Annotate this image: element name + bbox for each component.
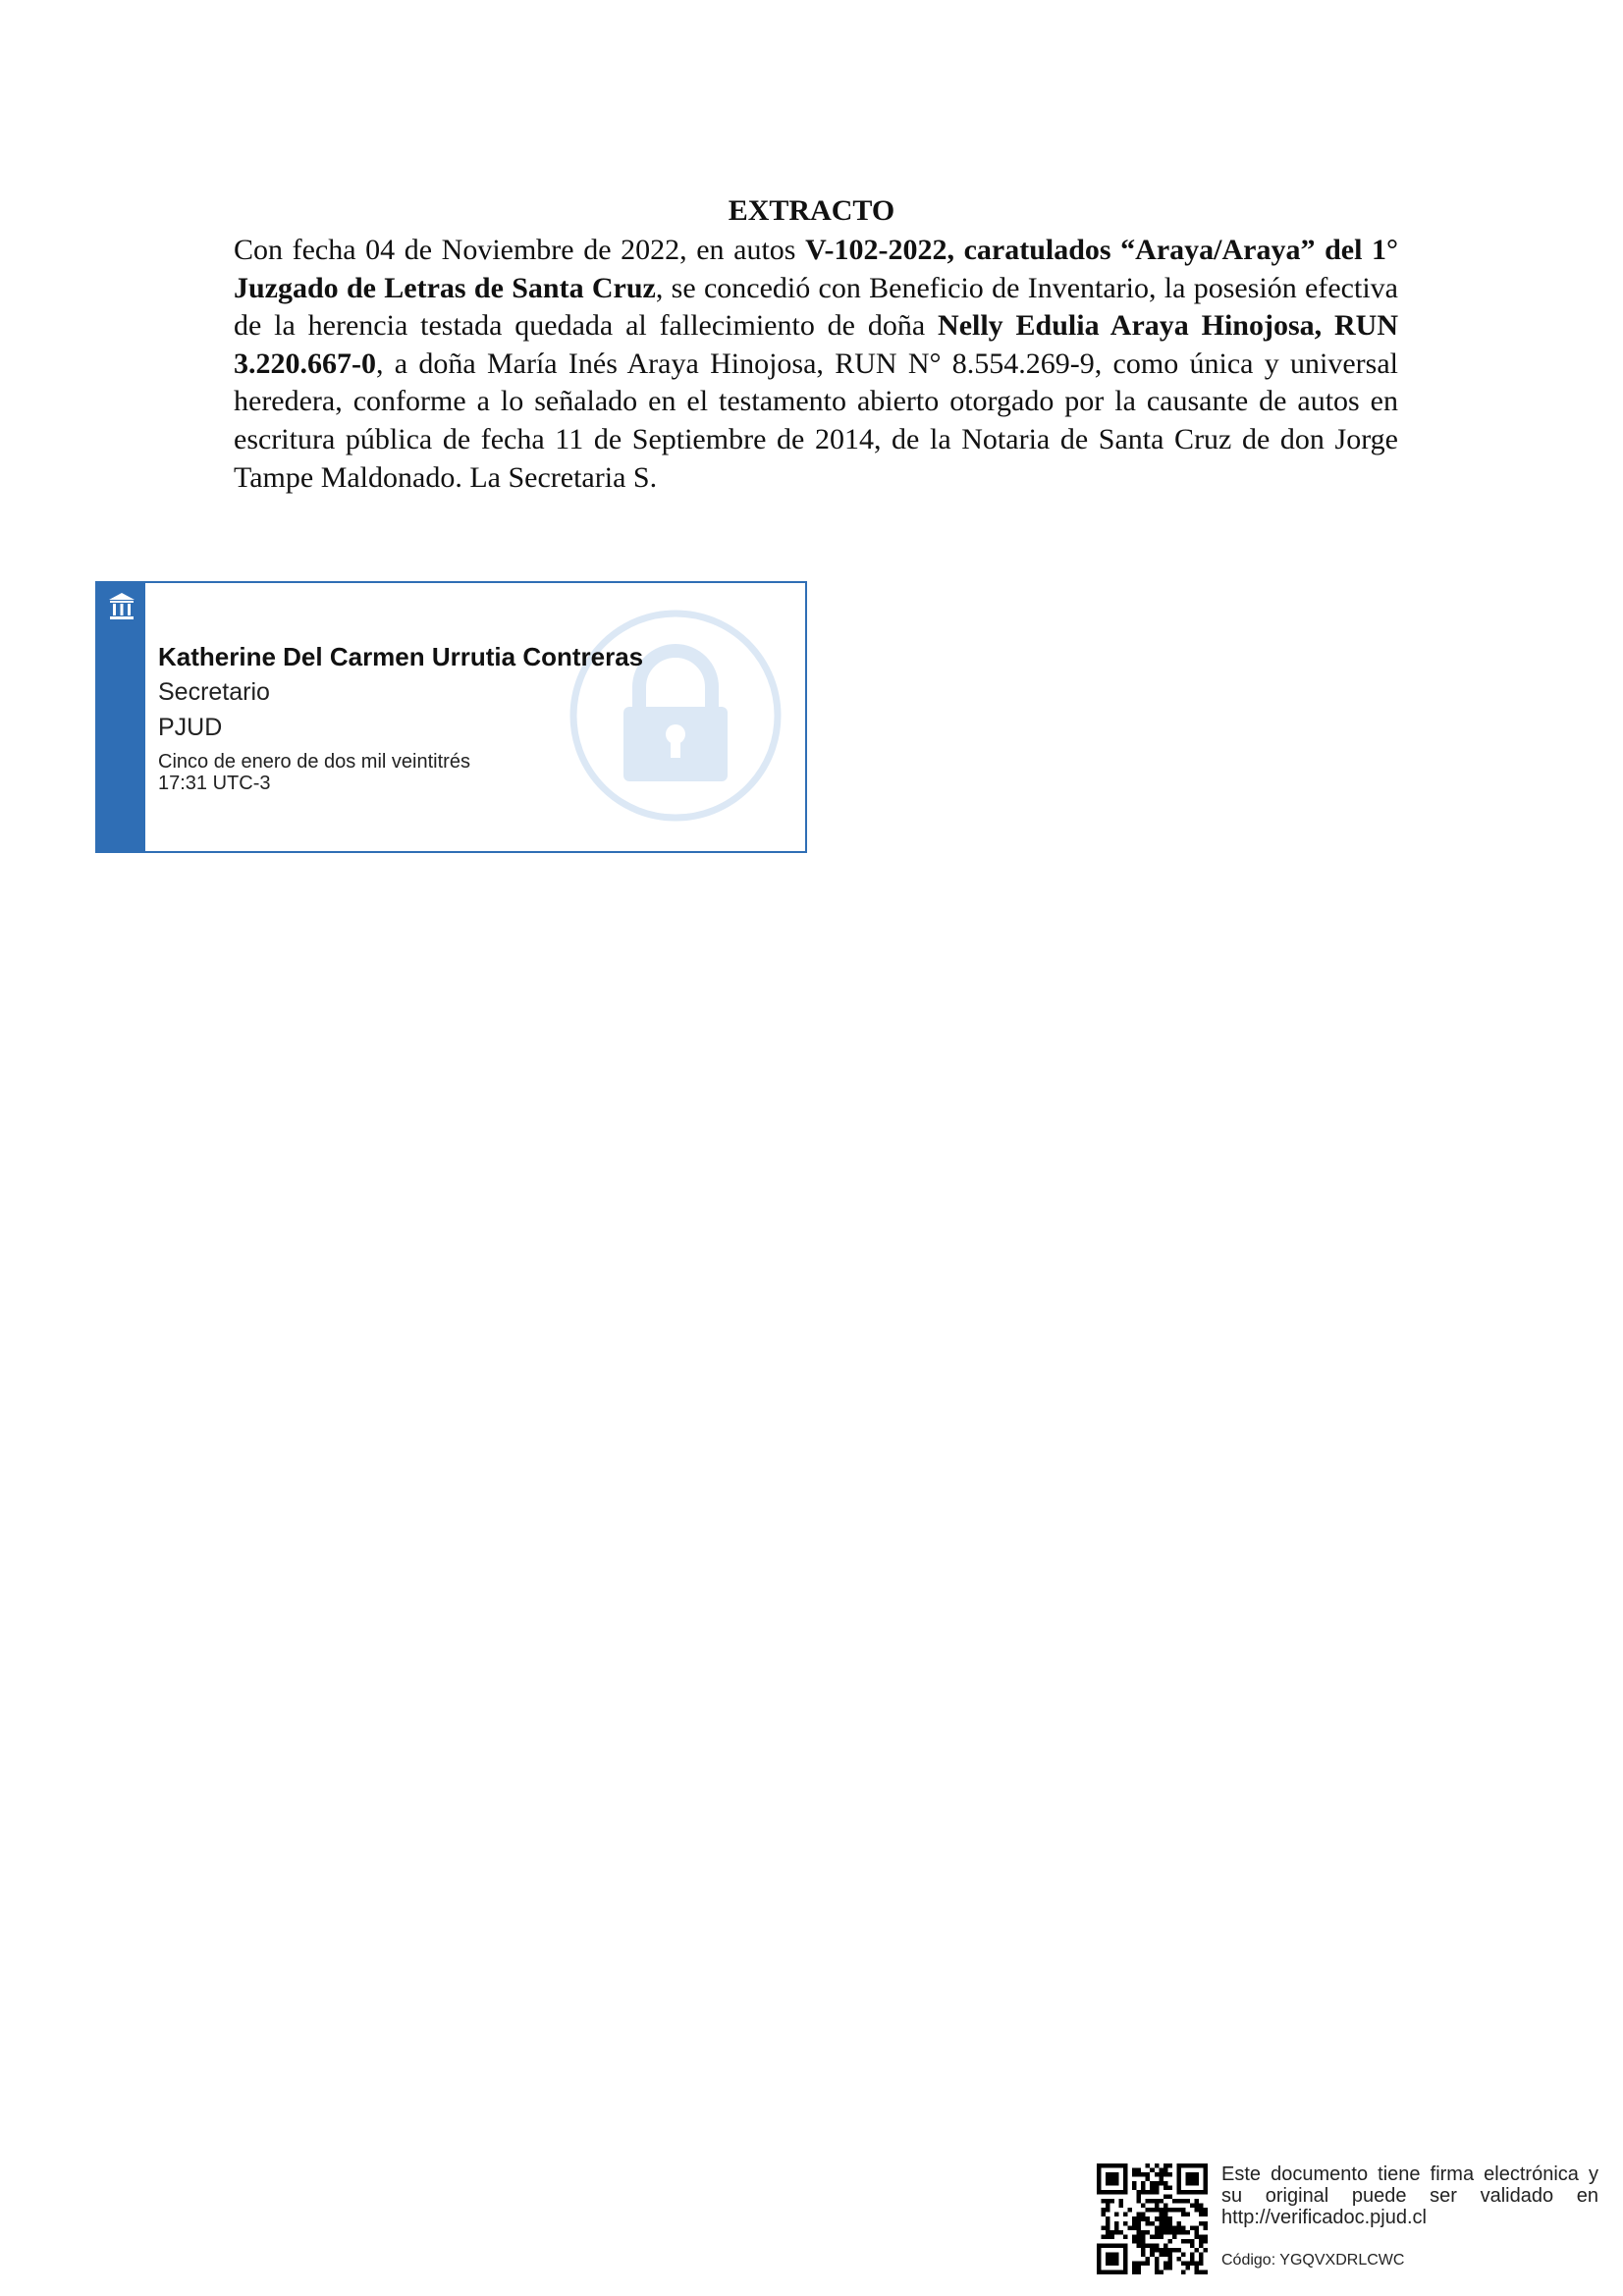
signature-time: 17:31 UTC-3: [158, 773, 271, 794]
padlock-watermark-icon: [567, 607, 784, 825]
signature-date: Cinco de enero de dos mil veintitrés: [158, 751, 470, 773]
document-title: EXTRACTO: [728, 194, 895, 227]
signature-side-strip: [97, 583, 145, 851]
body-text: , se concedió con Beneficio de Inventario, la posesión efectiva de la herencia testada quedada al fallecimiento de doña: [234, 271, 1398, 343]
electronic-signature-box: [95, 581, 807, 853]
body-text: , a doña María Inés Araya Hinojosa, RUN N° 8.554.269-9, como única y universal heredera, conforme a lo señalado en el testamento abierto otorgado por la causante de autos en escritura pública de fecha 11 de Septiembre de 2014, de la Notaria de Santa Cruz de don Jorge Tampe Maldonado. La Secretaria S.: [234, 347, 1398, 494]
verification-qr-code: [1097, 2163, 1208, 2274]
document-body: [234, 232, 1398, 497]
signer-role: Secretario: [158, 678, 270, 706]
verification-notice: Este documento tiene firma electrónica y su original puede ser validado en http://verificadoc.pjud.cl: [1221, 2163, 1598, 2228]
signer-name: Katherine Del Carmen Urrutia Contreras: [158, 642, 644, 671]
verification-code: Código: YGQVXDRLCWC: [1221, 2252, 1405, 2269]
body-bold-deceased-info: Nelly Edulia Araya Hinojosa, RUN 3.220.667-0: [234, 309, 1398, 380]
body-text: Con fecha 04 de Noviembre de 2022, en autos: [234, 234, 806, 266]
institution-building-icon: [107, 591, 136, 622]
signer-organization: PJUD: [158, 714, 223, 741]
body-bold-case-info: V-102-2022, caratulados “Araya/Araya” del 1° Juzgado de Letras de Santa Cruz: [234, 234, 1398, 304]
